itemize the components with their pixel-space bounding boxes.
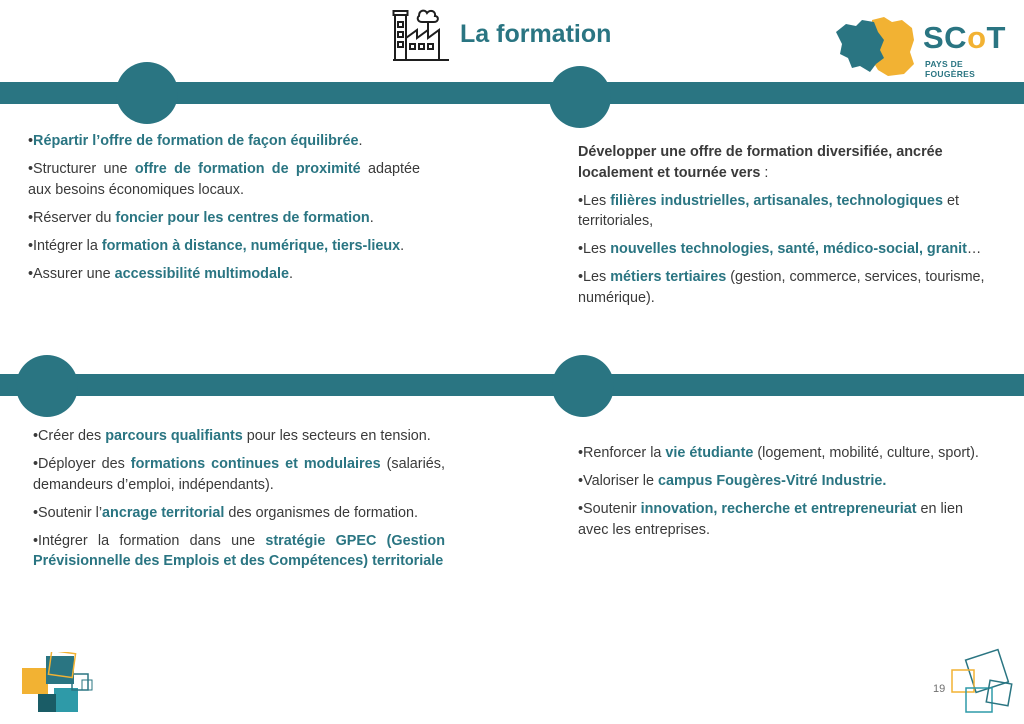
body-text: (salariés, demandeurs d’emploi, indépendants). (33, 456, 445, 493)
section-student-life (578, 443, 990, 548)
highlight-text: filières industrielles, artisanales, technologiques (610, 192, 943, 209)
factory-icon (392, 6, 450, 62)
body-text: •Les (578, 241, 611, 257)
highlight-text: ancrage territorial (102, 504, 225, 521)
body-text: •Déployer des (33, 456, 131, 472)
body-text: des organismes de formation. (224, 504, 418, 521)
highlight-text: formations continues et modulaires (130, 456, 381, 472)
list-item (33, 531, 445, 572)
page-header (392, 6, 611, 62)
highlight-text: stratégie GPEC (Gestion Prévisionnelle des Emplois et des Compétences) territoriale (33, 532, 445, 569)
body-text: •Renforcer la (578, 445, 666, 461)
highlight-text: innovation, recherche et entrepreneuriat (640, 501, 917, 517)
body-text: en lien avec les entreprises. (578, 501, 963, 538)
highlight-text: parcours qualifiants (105, 428, 243, 444)
body-text: adaptée aux besoins économiques locaux. (28, 161, 420, 198)
list-item (28, 159, 420, 200)
list-item (578, 191, 988, 232)
body-text: •Structurer une (28, 161, 135, 177)
body-text: … (966, 241, 982, 257)
body-text: (gestion, commerce, services, tourisme, numérique). (578, 269, 985, 306)
scot-logo (832, 14, 1008, 80)
section-circle-3 (16, 355, 78, 417)
body-text: •Réserver du (28, 209, 116, 226)
section-circle-2 (549, 66, 611, 128)
list-item (578, 471, 990, 492)
body-text: . (400, 237, 405, 254)
highlight-text: accessibilité multimodale (114, 265, 289, 282)
highlight-text: métiers tertiaires (610, 269, 727, 285)
highlight-text: campus Fougères-Vitré Industrie. (657, 473, 887, 489)
body-text: • (28, 133, 34, 149)
section-circle-4 (552, 355, 614, 417)
highlight-text: foncier pour les centres de formation (115, 209, 370, 226)
body-text: . (369, 209, 374, 226)
highlight-text: nouvelles technologies, santé, médico-social, granit (610, 241, 967, 257)
body-text: pour les secteurs en tension. (242, 428, 431, 444)
highlight-text: vie étudiante (665, 445, 754, 461)
body-text: •Intégrer la formation dans une (33, 532, 266, 549)
page-number: 19 (933, 683, 946, 695)
body-text: •Créer des (33, 428, 106, 444)
territory-map-icon (832, 14, 916, 78)
body-text: •Intégrer la (28, 237, 102, 254)
body-text: •Assurer une (28, 265, 115, 282)
body-text: •Soutenir (578, 501, 641, 517)
body-text: . (288, 265, 293, 282)
list-item (578, 443, 990, 464)
highlight-text: offre de formation de proximité (134, 161, 361, 177)
decorative-squares-right (948, 648, 1016, 716)
list-item (28, 208, 420, 229)
list-item (28, 131, 420, 152)
body-text: . (358, 133, 363, 149)
highlight-text: formation à distance, numérique, tiers-lieux (101, 237, 401, 254)
list-item (578, 267, 988, 308)
list-item (33, 426, 445, 447)
logo-subtitle: PAYS DE FOUGÈRES (925, 59, 976, 79)
section-qualifying-paths (33, 426, 445, 579)
highlight-text: Répartir l’offre de formation de façon équilibrée (33, 133, 359, 149)
body-text: •Les (578, 269, 611, 285)
list-item (578, 499, 990, 540)
list-item (28, 264, 420, 285)
list-item (578, 239, 988, 260)
list-item (33, 454, 445, 495)
section-circle-1 (116, 62, 178, 124)
list-item (33, 503, 445, 524)
list-item (28, 236, 420, 257)
body-text: •Les (578, 192, 611, 209)
section-diversified-offer (578, 142, 988, 316)
body-text: (logement, mobilité, culture, sport). (753, 445, 979, 461)
body-text: •Valoriser le (578, 473, 658, 489)
body-text: •Soutenir l’ (33, 504, 103, 521)
section-band-bottom (0, 374, 1024, 396)
logo-wordmark: SCoT (923, 20, 1006, 55)
decorative-squares-left (20, 652, 100, 716)
page-title: La formation (460, 19, 612, 48)
section-heading: Développer une offre de formation diversifiée, ancrée localement et tournée vers : (578, 144, 943, 181)
section-distribution (28, 131, 420, 292)
body-text: et territoriales, (578, 192, 959, 229)
